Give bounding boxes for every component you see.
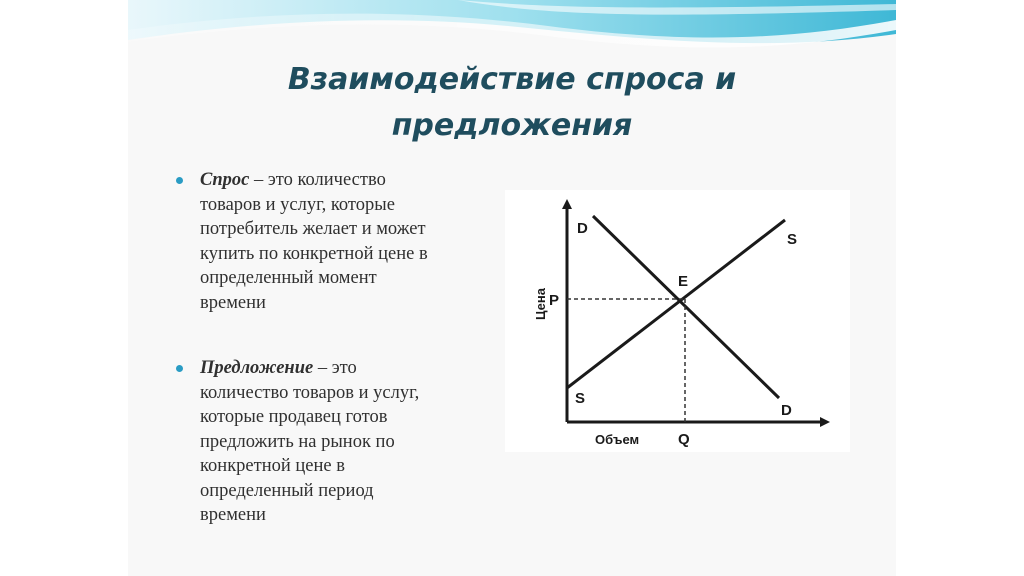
- price-label: P: [549, 292, 560, 309]
- bullet-supply: [174, 356, 419, 528]
- quantity-label: Q: [678, 431, 690, 448]
- equilibrium-label: E: [678, 273, 689, 290]
- supply-curve: [567, 220, 785, 388]
- supply-label-top: S: [787, 231, 798, 248]
- supply-demand-diagram: [505, 190, 850, 452]
- slide-title: [128, 57, 896, 149]
- bullet-dot-icon: [176, 365, 183, 372]
- supply-line-1: – это: [313, 358, 357, 378]
- slide-title-line1: Взаимодействие спроса и: [287, 62, 737, 97]
- demand-label-bottom: D: [781, 402, 792, 419]
- demand-line-2: товаров и услуг, которые: [200, 194, 395, 215]
- supply-line-5: конкретной цене в: [200, 456, 345, 476]
- slide: [128, 0, 896, 576]
- term-supply: Предложение: [200, 358, 314, 378]
- supply-line-7: времени: [200, 505, 266, 525]
- supply-line-2: количество товаров и услуг,: [200, 382, 420, 403]
- supply-label-bottom: S: [575, 390, 586, 407]
- slide-title-line2: предложения: [391, 108, 633, 143]
- supply-line-3: которые продавец готов: [200, 407, 388, 427]
- demand-line-4: купить по конкретной цене в: [200, 243, 428, 264]
- bullet-dot-icon: [176, 177, 183, 184]
- demand-line-1: – это количество: [249, 170, 386, 190]
- y-axis-label: Цена: [533, 288, 548, 320]
- x-axis-label: Объем: [595, 432, 640, 447]
- demand-label-top: D: [577, 220, 588, 237]
- term-demand: Спрос: [200, 170, 250, 190]
- bullet-demand: [174, 168, 428, 315]
- demand-line-5: определенный момент: [200, 268, 377, 288]
- supply-line-6: определенный период: [200, 480, 374, 501]
- supply-line-4: предложить на рынок по: [200, 431, 395, 452]
- demand-line-6: времени: [200, 292, 266, 313]
- demand-curve: [593, 216, 779, 398]
- demand-line-3: потребитель желает и может: [200, 219, 426, 239]
